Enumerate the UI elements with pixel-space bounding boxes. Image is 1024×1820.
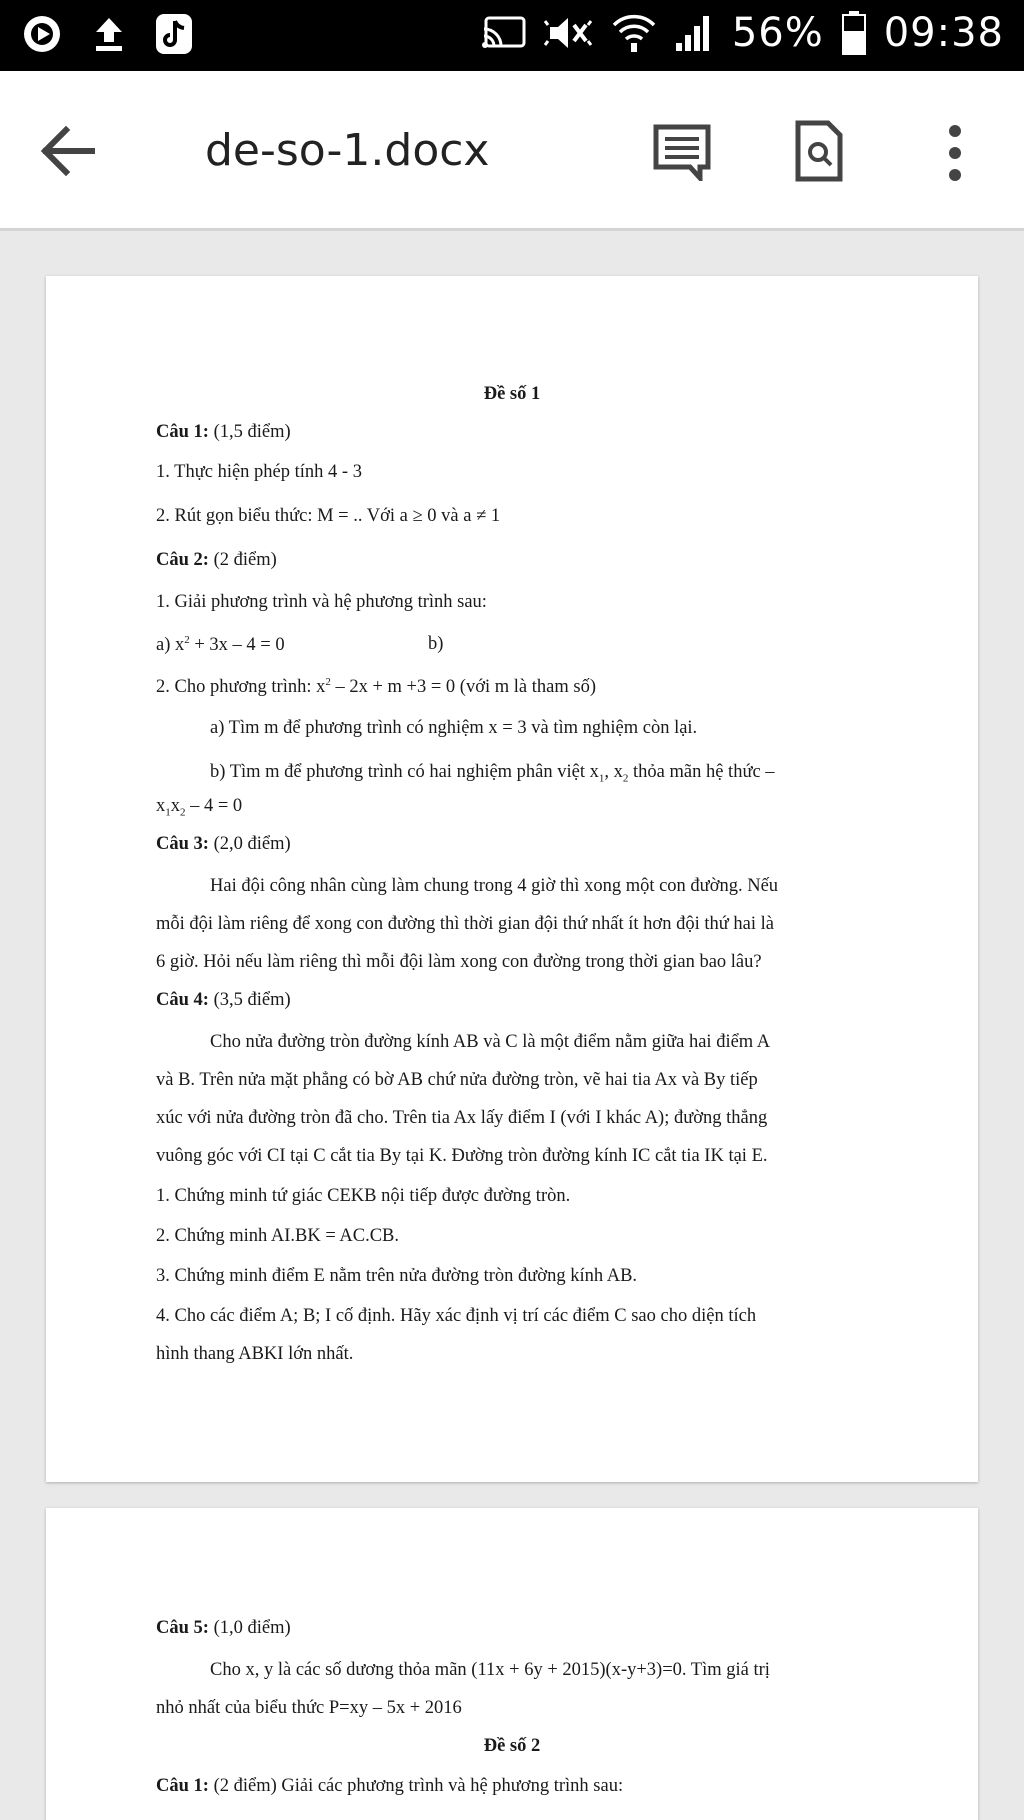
question-2-part-1a: a) $x^2 + 3x - 4 = 0$	[156, 634, 285, 656]
question-2-part-2a: a) Tìm m để phương trình có nghiệm x = 3 và tìm nghiệm còn lại.	[210, 718, 698, 738]
notification-icons	[22, 14, 192, 54]
battery-percent: 56%	[731, 10, 824, 56]
exam-2-question-1: Câu 1: (2 điểm) Giải các phương trình và hệ phương trình sau:	[156, 1776, 624, 1796]
tiktok-icon	[156, 14, 192, 54]
exam-title: Đề số 1	[483, 384, 541, 404]
question-5-line-1: Cho x, y là các số dương thỏa mãn (11x + 6y + 2015)(x-y+3)=0. Tìm giá trị	[210, 1660, 770, 1680]
question-4-part-3: 3. Chứng minh điểm E nằm trên nửa đường tròn đường kính AB.	[156, 1266, 638, 1286]
mute-icon	[544, 13, 594, 53]
question-2-part-1b: b)	[428, 634, 444, 654]
question-2-part-2b-cont: $x_1x_2 - 4 = 0$	[156, 796, 243, 819]
question-2-part-1: 1. Giải phương trình và hệ phương trình sau:	[156, 592, 487, 612]
question-3-header: Câu 3: (2,0 điểm)	[156, 834, 291, 854]
question-5-line-2: nhỏ nhất của biểu thức P=xy – 5x + 2016	[156, 1698, 462, 1718]
upload-icon	[94, 16, 124, 52]
document-page-2	[46, 1508, 978, 1820]
system-icons	[482, 10, 1004, 56]
question-4-line-4: vuông góc với CI tại C cắt tia By tại K. Đường tròn đường kính IC cắt tia IK tại E.	[156, 1146, 768, 1166]
find-in-page-icon[interactable]	[794, 119, 844, 183]
wifi-icon	[612, 13, 656, 53]
signal-icon	[674, 13, 714, 53]
clock: 09:38	[883, 10, 1004, 56]
question-2-header: Câu 2: (2 điểm)	[156, 550, 277, 570]
question-1-header: Câu 1: (1,5 điểm)	[156, 422, 291, 442]
question-3-line-2: mỗi đội làm riêng để xong con đường thì thời gian đội thứ nhất ít hơn đội thứ hai là	[156, 914, 774, 934]
more-vert-icon[interactable]	[938, 123, 972, 183]
question-3-line-1: Hai đội công nhân cùng làm chung trong 4 giờ thì xong một con đường. Nếu	[210, 876, 779, 896]
question-4-part-4-cont: hình thang ABKI lớn nhất.	[156, 1344, 354, 1364]
question-4-header: Câu 4: (3,5 điểm)	[156, 990, 291, 1010]
question-4-line-3: xúc với nửa đường tròn đã cho. Trên tia Ax lấy điểm I (với I khác A); đường thẳng	[156, 1108, 768, 1128]
question-5-header: Câu 5: (1,0 điểm)	[156, 1618, 291, 1638]
document-page-1	[46, 276, 978, 1482]
cast-icon	[482, 16, 526, 50]
comment-icon[interactable]	[652, 123, 712, 181]
question-4-part-4: 4. Cho các điểm A; B; I cố định. Hãy xác định vị trí các điểm C sao cho diện tích	[156, 1306, 757, 1326]
question-1-part-2: 2. Rút gọn biểu thức: M = .. Với a ≥ 0 và a ≠ 1	[156, 506, 501, 526]
question-1-part-1: 1. Thực hiện phép tính 4 - 3	[156, 462, 362, 482]
question-2-part-2: 2. Cho phương trình: $x^2 - 2x + m +3 = 0$ (với m là tham số)	[156, 676, 596, 698]
question-4-part-1: 1. Chứng minh tứ giác CEKB nội tiếp được đường tròn.	[156, 1186, 571, 1206]
question-2-part-2b: b) Tìm m để phương trình có hai nghiệm phân việt $x_1$, $x_2$ thỏa mãn hệ thức –	[210, 762, 775, 785]
app-bar	[0, 71, 1024, 231]
play-circle-icon	[22, 14, 62, 54]
back-arrow-icon[interactable]	[40, 126, 96, 176]
document-title: de-so-1.docx	[205, 125, 490, 176]
question-4-line-2: và B. Trên nửa mặt phẳng có bờ AB chứ nửa đường tròn, vẽ hai tia Ax và By tiếp	[156, 1070, 758, 1090]
status-bar	[0, 0, 1024, 71]
question-4-line-1: Cho nửa đường tròn đường kính AB và C là một điểm nằm giữa hai điểm A	[210, 1032, 771, 1052]
exam-title-2: Đề số 2	[483, 1736, 541, 1756]
question-4-part-2: 2. Chứng minh AI.BK = AC.CB.	[156, 1226, 400, 1246]
question-3-line-3: 6 giờ. Hỏi nếu làm riêng thì mỗi đội làm xong con đường trong thời gian bao lâu?	[156, 952, 762, 972]
battery-icon	[842, 11, 866, 55]
